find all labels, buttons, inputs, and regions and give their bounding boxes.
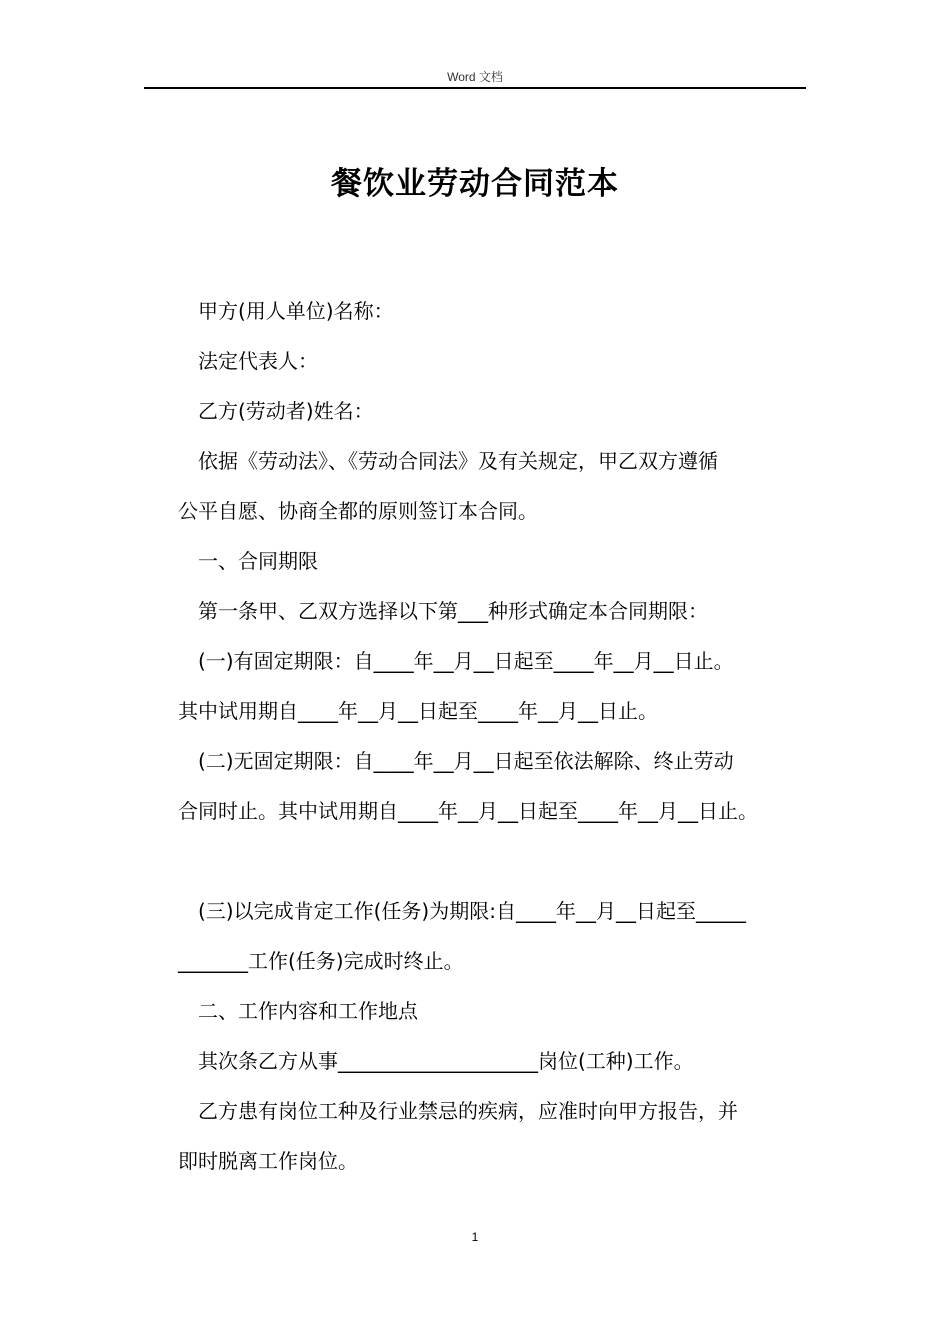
paragraph-spacer [178,836,818,886]
task-term-line-2: _______工作(任务)完成时终止。 [178,949,464,973]
document-body [178,286,818,1186]
fixed-term-line-1: (一)有固定期限：自____年__月__日起至____年__月__日止。 [198,649,734,673]
party-b-name-line: 乙方(劳动者)姓名： [198,399,374,423]
section-heading-term: 一、合同期限 [198,549,318,573]
party-a-name-line: 甲方(用人单位)名称： [198,299,394,323]
article-1-line: 第一条甲、乙双方选择以下第___种形式确定本合同期限： [198,599,708,623]
document-title: 餐饮业劳动合同范本 [331,166,619,202]
open-term-line-1: (二)无固定期限：自____年__月__日起至依法解除、终止劳动 [198,749,734,773]
article-2-line: 其次条乙方从事____________________岗位(工种)工作。 [198,1049,694,1073]
header-divider [144,87,806,89]
task-term-line-1: (三)以完成肯定工作(任务)为期限:自____年__月__日起至_____ [198,899,746,923]
health-clause-line-2: 即时脱离工作岗位。 [178,1149,358,1173]
page-number: 1 [471,1230,479,1244]
preamble-line-2: 公平自愿、协商全都的原则签订本合同。 [178,499,538,523]
header-label: Word 文档 [447,70,503,84]
legal-representative-line: 法定代表人： [198,349,318,373]
fixed-term-line-2: 其中试用期自____年__月__日起至____年__月__日止。 [178,699,658,723]
open-term-line-2: 合同时止。其中试用期自____年__月__日起至____年__月__日止。 [178,799,758,823]
preamble-line-1: 依据《劳动法》、《劳动合同法》及有关规定，甲乙双方遵循 [198,449,718,473]
section-heading-work: 二、工作内容和工作地点 [198,999,418,1023]
health-clause-line-1: 乙方患有岗位工种及行业禁忌的疾病，应准时向甲方报告，并 [198,1099,738,1123]
